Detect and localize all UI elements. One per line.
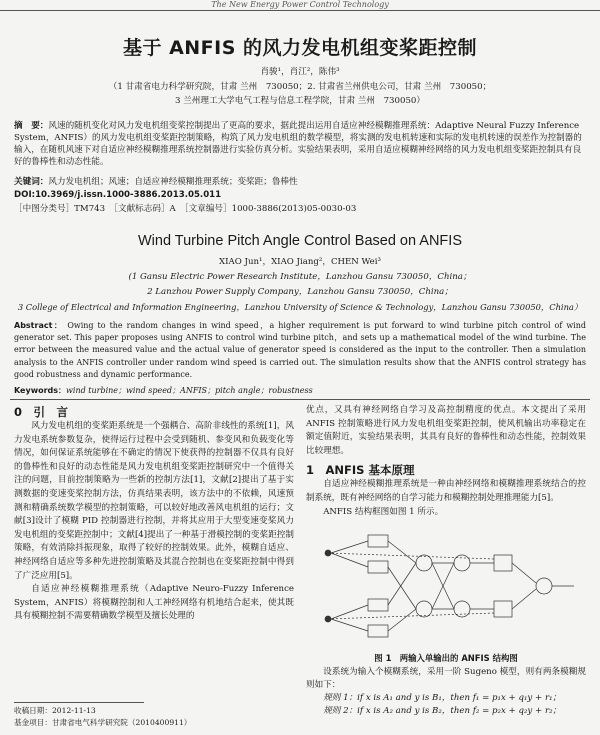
right-column-continued xyxy=(306,666,586,718)
right-column xyxy=(306,404,586,519)
footnote xyxy=(14,705,294,729)
figure-caption: 图 1 两输入单输出的 ANFIS 结构图 xyxy=(374,653,518,663)
abstract-cn-text: 风速的随机变化对风力发电机组变桨控制提出了更高的要求，据此提出运用自适应神经模糊推理系统：Adaptive Neural Fuzzy Inference System，ANFIS）的风力发电机组变桨距控制策略，构筑了风力发电机组的数学模型，将实测的发电机转速和实际的发电机转速的误差作为控制器的输入，在随机风速下对自适应神经模糊推理系统控制器进行实验仿真分析。实验结果表明，采用自适应模糊神经网络的风力发电机组变桨距控制具有良好的鲁棒性和动态性能。 xyxy=(14,121,582,167)
section-0-title: 0 引 言 xyxy=(14,405,69,419)
layer5-output-node xyxy=(536,578,552,594)
keywords-chinese xyxy=(14,176,586,188)
layer2-node-2 xyxy=(416,601,432,617)
abstract-cn-label: 摘 要： xyxy=(14,121,49,131)
affiliation-cn-line1: （1 甘肃省电力科学研究院，甘肃 兰州 730050；2. 甘肃省兰州供电公司，甘肃 兰州 730050； xyxy=(108,82,492,92)
section-1-paragraph-3: 设系统为输入个模糊系统，采用一阶 Sugeno 模型，则有两条模糊规则如下： xyxy=(306,667,586,690)
fuzzy-rule-2: 规则 2：if x is A₂ and y is B₂，then f₂ = p₂x + q₂y + r₂； xyxy=(323,706,562,716)
abstract-divider xyxy=(10,399,590,400)
layer4-node-1 xyxy=(494,555,512,571)
affiliation-en-line2: 2 Lanzhou Power Supply Company，Lanzhou Gansu 730050，China； xyxy=(147,287,453,297)
received-date: 收稿日期：2012-11-13 xyxy=(14,706,96,715)
fuzzy-rule-1: 规则 1：if x is A₁ and y is B₁，then f₁ = p₁x + q₁y + r₁； xyxy=(323,693,562,703)
right-paragraph-1: 优点，又具有神经网络自学习及高控制精度的优点。本文提出了采用 ANFIS 控制策略进行风力发电机组变桨距控制，使风机输出功率稳定在额定值附近，实验结果表明，其具有良好的鲁棒性和动态性能，控制效果比较理想。 xyxy=(306,405,586,456)
layer1-node-B1 xyxy=(368,599,388,611)
layer1-node-B2 xyxy=(368,625,388,637)
layer4-node-2 xyxy=(494,601,512,617)
keywords-en-label: Keywords： xyxy=(14,386,67,395)
affiliation-cn-line2: 3 兰州理工大学电气工程与信息工程学院，甘肃 兰州 730050） xyxy=(175,96,425,106)
fund-project: 基金项目：甘肃省电气科学研究院（2010400911） xyxy=(14,718,192,727)
keywords-english xyxy=(14,385,586,397)
doi: DOI:10.3969/j.issn.1000-3886.2013.05.011 xyxy=(14,190,222,200)
title-english: Wind Turbine Pitch Angle Control Based on ANFIS xyxy=(137,233,462,249)
keywords-cn-text: 风力发电机组；风速；自适应神经模糊推理系统；变桨距；鲁棒性 xyxy=(48,177,298,187)
keywords-cn-label: 关键词： xyxy=(14,177,49,187)
classification-line: ［中图分类号］TM743 ［文献标志码］A ［文章编号］1000-3886(2013)05-0030-03 xyxy=(14,204,357,214)
keywords-en-text: wind turbine；wind speed；ANFIS；pitch angle；robustness xyxy=(66,386,313,395)
anfis-structure-figure xyxy=(306,523,586,650)
title-chinese: 基于 ANFIS 的风力发电机组变桨距控制 xyxy=(122,37,478,59)
layer2-node-1 xyxy=(416,555,432,571)
affiliation-en-line1: (1 Gansu Electric Power Research Institute，Lanzhou Gansu 730050，China； xyxy=(128,272,472,282)
affiliation-en-line3: 3 College of Electrical and Information Engineering，Lanzhou University of Science & Technology，Lanzhou Gansu 730050，China） xyxy=(17,302,583,312)
section-1-title: 1 ANFIS 基本原理 xyxy=(306,463,415,478)
authors-english: XIAO Jun¹，XIAO Jiang²，CHEN Wei³ xyxy=(219,257,381,267)
header-rule xyxy=(0,10,600,11)
section-0-paragraph-1: 风力发电机组的变桨距系统是一个强耦合、高阶非线性的系统[1]，风力发电系统参数复杂，使得运行过程中会受到随机、参变风和负载变化等情况，如何保证系统能够在不确定的情况下使获得的控制器不仅具有良好的鲁棒性和良好的动态性能是风力发电机组变桨距控制研究中一个值得关注的问题，目前控制策略为一些新的控制方法[1]，文献[2]提出了基于实测数据的变速变桨控制方法，仿真结果表明，该方法中的不依赖，风速预测和精确系统数学模型的控制策略，可以较好地改善风电机组的运行；文献[3]设计了模糊 PID 控制器进行控制，并将其应用于大型变速变桨风力发电机组的变桨距控制中；文献[4]提出了一种基于滑模控制的变桨距控制策略，有效消除抖振现象，取得了较好的控制效果。此外，模糊自适应、神经网络自适应等多种先进控制策略及其混合控制也在变桨距控制中得到了广泛应用[5]。 xyxy=(14,421,294,581)
section-1-paragraph-1: 自适应神经模糊推理系统是一种由神经网络和模糊推理系统结合的控制系统，既有神经网络的自学习能力和模糊控制处理推理能力[5]。 xyxy=(306,479,586,503)
abstract-chinese xyxy=(14,120,586,168)
section-1-paragraph-2: ANFIS 结构框图如图 1 所示。 xyxy=(323,506,444,517)
left-column xyxy=(14,404,294,624)
journal-header: The New Energy Power Control Technology xyxy=(211,0,389,9)
authors-chinese: 肖骏¹，肖江²，陈伟³ xyxy=(260,67,340,77)
layer1-node-A1 xyxy=(368,535,388,547)
abstract-en-text: Owing to the random changes in wind speed，a higher requirement is put forward to wind turbine pitch control of wind generator set. This paper proposes using ANFIS to control wind turbine pitch，and sets up a mathematical model of the wind turbine. The error between the measured value and the actual value of generator speed is considered as the input to the controller. Then a simulation analysis to the ANFIS controller under random wind speed is carried out. The simulation results show that the ANFIS control strategy has good robustness and dynamic performance. xyxy=(14,321,586,379)
layer1-node-A2 xyxy=(368,561,388,573)
abstract-en-label: Abstract： xyxy=(14,321,64,330)
abstract-english xyxy=(14,320,586,381)
footnote-rule xyxy=(14,702,144,703)
section-0-paragraph-2: 自适应神经模糊推理系统（Adaptive Neuro-Fuzzy Inference System，ANFIS）将模糊控制和人工神经网络有机地结合起来，使其既具有模糊控制不需要精确数学模型及擅长处理的 xyxy=(14,584,294,622)
